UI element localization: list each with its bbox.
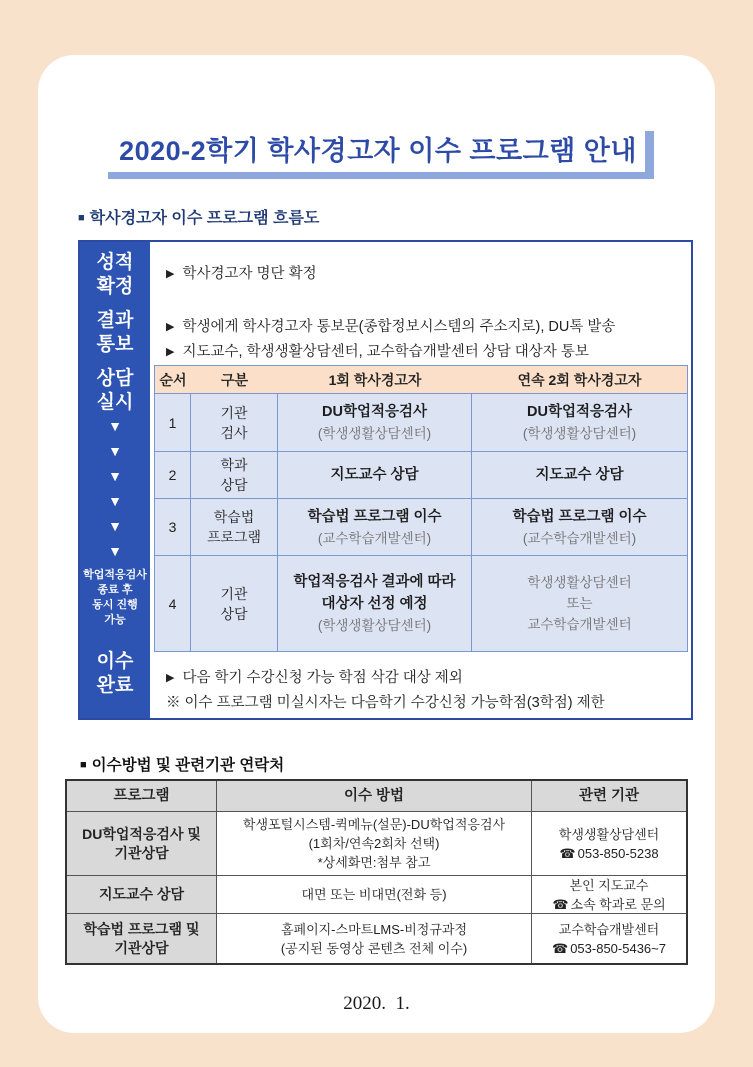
page-title: 2020-2학기 학사경고자 이수 프로그램 안내 (119, 136, 637, 166)
completion-row (154, 652, 688, 718)
org-cell: 학생생활상담센터 ☎ 053-850-5238 (558, 826, 660, 861)
row-no-cell: 1 (155, 394, 191, 451)
row-category-cell: 기관 검사 (191, 394, 278, 451)
title-right-bar (645, 131, 654, 179)
table-row (67, 811, 686, 875)
flow-section-heading (78, 205, 319, 228)
org-cell: 본인 지도교수 ☎ 소속 학과로 문의 (552, 877, 666, 912)
flow-item: ▶ 지도교수, 학생생활상담센터, 교수학습개발센터 상담 대상자 통보 (166, 344, 589, 360)
first-warning-cell: 지도교수 상담 (278, 452, 472, 498)
row-category-cell: 학습법 프로그램 (191, 499, 278, 555)
first-warning-cell: DU학업적응검사 (학생생활상담센터) (278, 394, 472, 451)
flow-item: ▶ 학사경고자 명단 확정 (166, 266, 317, 282)
flow-note: ※ 이수 프로그램 미실시자는 다음학기 수강신청 가능학점(3학점) 제한 (166, 695, 605, 711)
stage-result-notify-label: 결과 통보 (96, 310, 134, 355)
table-row (67, 875, 686, 913)
result-notify-row (154, 307, 688, 365)
reference-mark-icon: ※ (166, 695, 181, 711)
triangle-bullet-icon: ▶ (166, 268, 175, 280)
stage-counsel-note: 학업적응검사 종료 후 동시 진행 가능 (83, 569, 147, 626)
down-arrow-icon: ▼ (108, 543, 122, 559)
down-arrow-icon: ▼ (108, 418, 122, 434)
counsel-table (154, 365, 688, 652)
stage-score-confirm-label: 성적 확정 (96, 252, 134, 297)
notice-card (38, 55, 715, 1033)
phone-icon: ☎ (559, 845, 576, 861)
flow-item: ▶ 다음 학기 수강신청 가능 학점 삭감 대상 제외 (166, 670, 463, 686)
triangle-bullet-icon: ▶ (166, 672, 175, 684)
second-warning-cell: 지도교수 상담 (535, 467, 624, 483)
phone-line: ☎ 소속 학과로 문의 (552, 896, 666, 912)
second-warning-cell: 학생생활상담센터 또는 교수학습개발센터 (527, 575, 632, 632)
column-header-category: 구분 (220, 371, 249, 388)
column-header-no: 순서 (159, 371, 187, 388)
table-row (155, 498, 687, 555)
method-cell: 학생포털시스템-퀵메뉴(설문)-DU학업적응검사 (1회차/연속2회차 선택) *상세화면:첨부 참고 (217, 812, 532, 875)
contact-table-header (67, 781, 686, 811)
triangle-bullet-icon: ▶ (166, 321, 175, 333)
phone-icon: ☎ (552, 940, 569, 956)
first-warning-cell: 학습법 프로그램 이수 (교수학습개발센터) (278, 499, 472, 555)
triangle-bullet-icon: ▶ (166, 346, 175, 358)
column-header-first-warning: 1회 학사경고자 (328, 371, 422, 388)
flow-stage-strip (80, 242, 150, 718)
table-row (67, 913, 686, 963)
row-no-cell: 3 (155, 499, 191, 555)
square-bullet-icon: ■ (80, 759, 87, 771)
down-arrow-icon: ▼ (108, 493, 122, 509)
method-cell: 대면 또는 비대면(전화 등) (217, 876, 532, 913)
stage-complete-label: 이수 완료 (96, 651, 134, 696)
row-category-cell: 학과 상담 (191, 452, 278, 498)
phone-line: ☎ 053-850-5436~7 (552, 940, 666, 956)
table-row (155, 555, 687, 651)
down-arrow-icon: ▼ (108, 443, 122, 459)
contact-table (65, 779, 688, 965)
column-header-org: 관련 기관 (578, 787, 640, 804)
method-cell: 홈페이지-스마트LMS-비정규과정 (공지된 동영상 콘텐츠 전체 이수) (217, 914, 532, 963)
flow-content (150, 242, 691, 718)
column-header-program: 프로그램 (67, 781, 217, 811)
column-header-second-warning: 연속 2회 학사경고자 (517, 371, 642, 388)
contact-section-heading (80, 753, 284, 775)
table-row (155, 451, 687, 498)
flow-chart (78, 240, 693, 720)
stage-counsel-label: 상담 실시 (96, 368, 134, 413)
title-underline (108, 172, 654, 179)
phone-icon: ☎ (552, 896, 569, 912)
contact-section-heading-text: 이수방법 및 관련기관 연락처 (91, 757, 285, 774)
counsel-table-header (155, 366, 687, 393)
second-warning-cell: 학습법 프로그램 이수 (교수학습개발센터) (512, 508, 647, 546)
down-arrow-icon: ▼ (108, 518, 122, 534)
flow-section-heading-text: 학사경고자 이수 프로그램 흐름도 (89, 210, 320, 227)
table-row (155, 393, 687, 451)
second-warning-cell: DU학업적응검사 (학생생활상담센터) (522, 404, 637, 441)
first-warning-cell: 학업적응검사 결과에 따라 대상자 선정 예정 (학생생활상담센터) (278, 556, 472, 651)
date: 2020. 1. (343, 993, 410, 1014)
flow-item: ▶ 학생에게 학사경고자 통보문(종합정보시스템의 주소지로), DU톡 발송 (166, 319, 616, 335)
program-cell: 학습법 프로그램 및 기관상담 (67, 914, 217, 963)
score-confirm-row (154, 242, 688, 307)
down-arrow-icon: ▼ (108, 468, 122, 484)
program-cell: DU학업적응검사 및 기관상담 (67, 812, 217, 875)
flow-arrows (80, 419, 150, 558)
row-no-cell: 2 (155, 452, 191, 498)
phone-line: ☎ 053-850-5238 (559, 845, 659, 861)
program-cell: 지도교수 상담 (67, 876, 217, 913)
row-no-cell: 4 (155, 556, 191, 651)
column-header-method: 이수 방법 (217, 781, 532, 811)
org-cell: 교수학습개발센터 ☎ 053-850-5436~7 (552, 921, 666, 956)
square-bullet-icon: ■ (78, 212, 85, 224)
row-category-cell: 기관 상담 (191, 556, 278, 651)
